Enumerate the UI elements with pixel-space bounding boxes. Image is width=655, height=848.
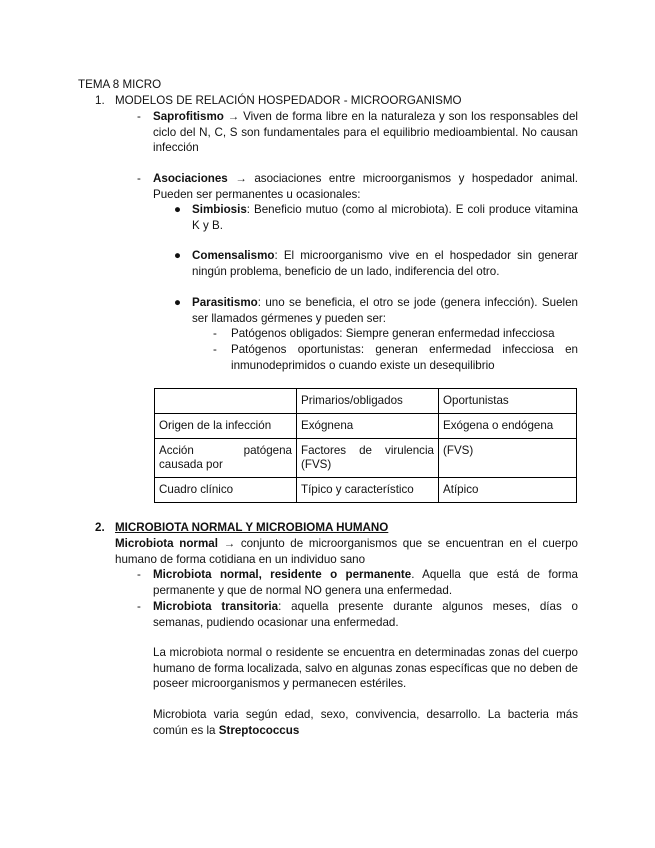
transitoria-term: Microbiota transitoria: [153, 600, 279, 613]
microbiota-residente-item: [153, 567, 578, 598]
section1-number: 1.: [95, 94, 105, 107]
microbiota-transitoria-item: [153, 599, 578, 630]
microbiota-intro: [115, 536, 578, 567]
dash-bullet: -: [137, 172, 141, 185]
parasitismo-text: : uno se beneficia, el otro se jode (genera infección). Suelen ser llamados gérmenes y pueden ser:: [192, 296, 578, 325]
table-row: [155, 414, 577, 439]
parasitismo-term: Parasitismo: [192, 296, 258, 309]
section2-heading: MICROBIOTA NORMAL Y MICROBIOMA HUMANO: [115, 521, 389, 534]
patogenos-oportunistas: Patógenos oportunistas: generan enfermedad infecciosa en inmunodeprimidos o cuando existe un desequilibrio: [231, 343, 578, 372]
dash-bullet: -: [213, 343, 217, 356]
cell-word: patógena: [243, 444, 292, 457]
microbiota-intro-text: → conjunto de microorganismos que se encuentran en el cuerpo humano de forma cotidiana en un individuo sano: [115, 537, 578, 566]
cell-word: causada por: [159, 458, 223, 471]
saprofitismo-term: Saprofitismo: [153, 110, 224, 123]
microbiota-intro-term: Microbiota normal: [115, 537, 218, 550]
residente-text: . Aquella que está de forma permanente y que de normal NO genera una enfermedad.: [153, 568, 578, 597]
table-cell: Primarios/obligados: [297, 389, 439, 414]
table-row: [155, 478, 577, 503]
asociaciones-text: → asociaciones entre microorganismos y hospedador animal. Pueden ser permanentes u ocasionales:: [153, 172, 578, 201]
table-cell: Atípico: [439, 478, 577, 503]
comensalismo-item: [192, 248, 578, 279]
dash-bullet: -: [137, 600, 141, 613]
dot-bullet: ●: [174, 203, 182, 216]
residente-term: Microbiota normal, residente o permanente: [153, 568, 412, 581]
table-cell: Factores de virulencia (FVS): [297, 439, 439, 478]
dot-bullet: ●: [174, 249, 182, 262]
table-cell: (FVS): [439, 439, 577, 478]
comensalismo-text: : El microorganismo vive en el hospedador sin generar ningún problema, beneficio de un lado, indiferencia del otro.: [192, 249, 578, 278]
dash-bullet: -: [137, 568, 141, 581]
asociaciones-item: [153, 171, 578, 202]
asociaciones-term: Asociaciones: [153, 172, 228, 185]
saprofitismo-text: → Viven de forma libre en la naturaleza y son los responsables del ciclo del N, C, S son fundamentales para el equilibrio medioambiental. No causan infección: [153, 110, 578, 154]
variacion-text: Microbiota varia según edad, sexo, convivencia, desarrollo. La bacteria más común es la: [153, 708, 578, 737]
table-cell: Origen de la infección: [155, 414, 297, 439]
simbiosis-item: [192, 202, 578, 233]
dot-bullet: ●: [174, 296, 182, 309]
table-header-row: [155, 389, 577, 414]
parasitismo-item: [192, 295, 578, 326]
simbiosis-term: Simbiosis: [192, 203, 247, 216]
cell-word: Acción: [159, 444, 194, 457]
paragraph-variacion: [153, 707, 578, 738]
pathogen-table: [154, 388, 577, 503]
table-cell: Exógena o endógena: [439, 414, 577, 439]
table-cell: [155, 389, 297, 414]
table-cell: [155, 439, 297, 478]
dash-bullet: -: [137, 110, 141, 123]
table-cell: Exógnena: [297, 414, 439, 439]
table-cell: Típico y característico: [297, 478, 439, 503]
document-title: TEMA 8 MICRO: [78, 78, 162, 91]
table-cell: Cuadro clínico: [155, 478, 297, 503]
saprofitismo-item: [153, 109, 578, 156]
streptococcus-term: Streptococcus: [218, 723, 300, 737]
patogenos-obligados: Patógenos obligados: Siempre generan enfermedad infecciosa: [231, 327, 555, 340]
paragraph-localizacion: La microbiota normal o residente se encuentra en determinadas zonas del cuerpo humano de forma localizada, salvo en algunas zonas específicas que no deben de poseer microorganismos y permanecen estériles.: [153, 646, 578, 690]
dash-bullet: -: [213, 327, 217, 340]
transitoria-text: : aquella presente durante algunos meses, días o semanas, pudiendo ocasionar una enfermedad.: [153, 600, 579, 629]
section2-number: 2.: [95, 521, 105, 534]
section1-heading: MODELOS DE RELACIÓN HOSPEDADOR - MICROORGANISMO: [115, 94, 462, 107]
simbiosis-text: : Beneficio mutuo (como al microbiota). E coli produce vitamina K y B.: [192, 203, 578, 232]
table-row: [155, 439, 577, 478]
table-cell: Oportunistas: [439, 389, 577, 414]
comensalismo-term: Comensalismo: [192, 249, 275, 262]
